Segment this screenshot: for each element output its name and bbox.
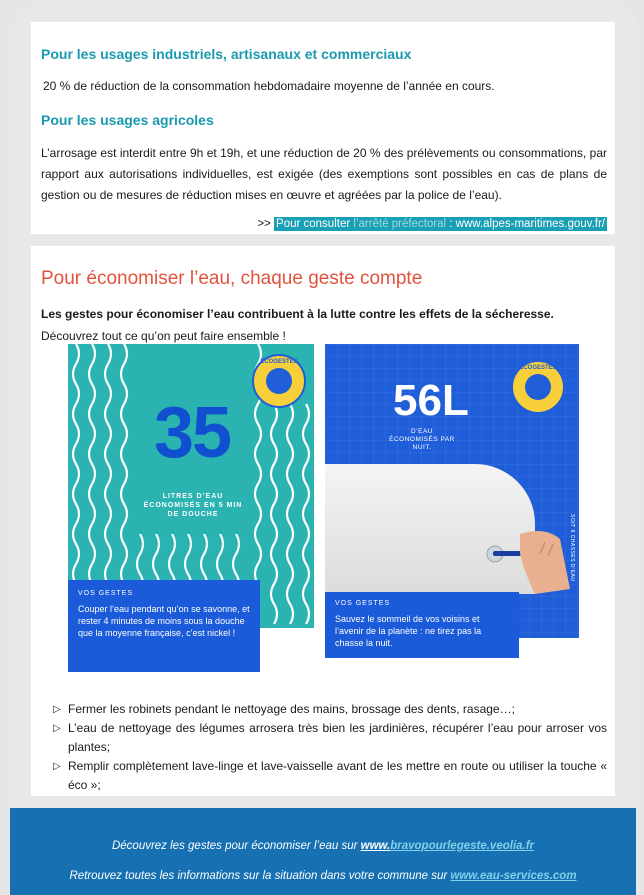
list-item-text: Fermer les robinets pendant le nettoyage des mains, brossage des dents, rasage…; bbox=[68, 702, 515, 716]
usages-card bbox=[31, 22, 615, 234]
eco-title: Pour économiser l’eau, chaque geste compte bbox=[41, 268, 423, 289]
ecogestes-badge bbox=[252, 354, 306, 408]
ecogeste-shower-image bbox=[68, 344, 314, 638]
consult-url: www.alpes-maritimes.gouv.fr/ bbox=[455, 218, 605, 230]
ecogestes-badge bbox=[511, 360, 565, 414]
drop-icon bbox=[266, 368, 292, 394]
triangle-bullet-icon: ▷ bbox=[53, 704, 61, 715]
vertical-caption: SOIT 8 CHASSES D’EAU bbox=[569, 514, 575, 582]
list-item bbox=[41, 757, 607, 795]
consult-separator: : bbox=[446, 218, 456, 230]
gesture-box bbox=[325, 592, 519, 658]
eau-services-link[interactable]: www.eau-services.com bbox=[450, 870, 577, 882]
consult-link[interactable] bbox=[274, 217, 607, 231]
liters-caption: LITRES D’EAU ÉCONOMISÉS EN 5 MIN DE DOUCHE bbox=[143, 493, 243, 518]
hand-illustration bbox=[475, 524, 575, 594]
gesture-text: Sauvez le sommeil de vos voisins et l’avenir de la planète : ne tirez pas la chasse la nuit. bbox=[335, 614, 482, 648]
gesture-box bbox=[68, 580, 260, 672]
consult-faded-label: l’arrêté préfectoral bbox=[353, 218, 447, 230]
list-item-text: L’eau de nettoyage des légumes arrosera très bien les jardinières, récupérer l’eau pour arroser vos plantes; bbox=[68, 721, 607, 754]
list-item bbox=[41, 700, 607, 719]
consult-line bbox=[257, 218, 607, 230]
gesture-tag: VOS GESTES bbox=[335, 600, 391, 607]
consult-label: Pour consulter bbox=[276, 218, 354, 230]
liters-number: 35 bbox=[154, 393, 231, 473]
liters-number: 56L bbox=[393, 376, 469, 425]
eco-lead-bold: Les gestes pour économiser l’eau contribuent à la lutte contre les effets de la sécheresse. bbox=[41, 307, 554, 321]
footer-line-situation bbox=[10, 870, 636, 882]
footer-www[interactable]: www. bbox=[360, 840, 391, 852]
veolia-link[interactable]: bravopourlegeste.veolia.fr bbox=[390, 840, 535, 852]
drop-icon bbox=[525, 374, 551, 400]
industrial-text: 20 % de réduction de la consommation hebdomadaire moyenne de l’année en cours. bbox=[43, 79, 495, 93]
liters-caption: D’EAU ÉCONOMISÉS PAR NUIT. bbox=[389, 428, 455, 451]
gesture-text: Couper l’eau pendant qu’on se savonne, et rester 4 minutes de moins sous la douche que la moyenne française, c’est nickel ! bbox=[78, 604, 250, 638]
eco-lead: Découvrez tout ce qu’on peut faire ensemble ! bbox=[41, 329, 286, 343]
industrial-heading: Pour les usages industriels, artisanaux et commerciaux bbox=[41, 46, 412, 62]
gesture-tag: VOS GESTES bbox=[78, 590, 134, 597]
footer-text: Retrouvez toutes les informations sur la situation dans votre commune sur bbox=[69, 870, 451, 882]
list-item bbox=[41, 719, 607, 757]
tips-list bbox=[41, 700, 607, 795]
triangle-bullet-icon: ▷ bbox=[53, 723, 61, 734]
badge-label: ECOGESTES bbox=[519, 365, 557, 371]
badge-label: ECOGESTES bbox=[260, 359, 298, 365]
consult-prefix: >> bbox=[257, 218, 275, 230]
ecogeste-toilet-image bbox=[325, 344, 579, 648]
eco-card bbox=[31, 246, 615, 796]
list-item-text: Remplir complètement lave-linge et lave-vaisselle avant de les mettre en route ou utiliser la touche « éco »; bbox=[68, 759, 607, 792]
footer-banner bbox=[10, 808, 636, 895]
footer-line-gestures bbox=[10, 840, 636, 852]
footer-text: Découvrez les gestes pour économiser l’eau sur bbox=[111, 840, 361, 852]
agricultural-text: L’arrosage est interdit entre 9h et 19h, et une réduction de 20 % des prélèvements ou consommations, par rapport aux autorisations individuelles, est exigée (des exemptions sont possibles en cas de plans de gestion ou de mesures de réduction mises en œuvre et agréées par la police de l’eau). bbox=[41, 146, 607, 202]
agricultural-heading: Pour les usages agricoles bbox=[41, 112, 214, 128]
triangle-bullet-icon: ▷ bbox=[53, 761, 61, 772]
